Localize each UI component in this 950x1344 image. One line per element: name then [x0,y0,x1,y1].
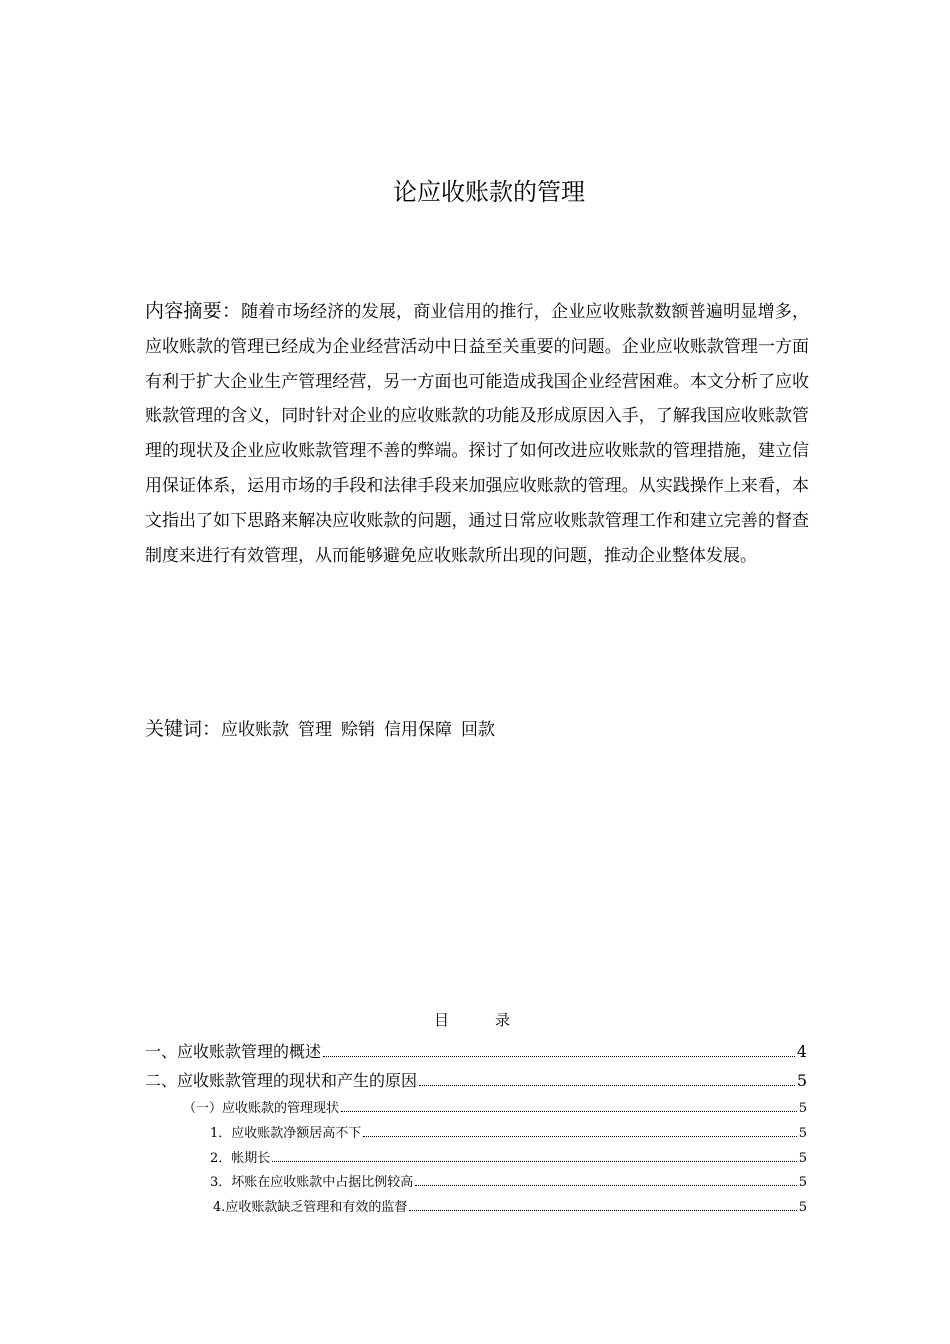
keyword: 回款 [461,720,496,740]
toc-entry[interactable] [213,1197,807,1219]
toc-entry[interactable] [210,1123,807,1145]
toc-heading-left: 目 [434,1011,450,1029]
keywords-line [145,712,809,747]
toc-entry[interactable] [145,1069,807,1093]
abstract-label: 内容摘要： [145,300,242,322]
abstract-line: 理，从而能够避免应收账款所出现的问题，推动企业整体发展。 [281,545,757,566]
abstract-line: 随着市场经济的发展，商业信用的推行，企业应收账款数额普遍明显 [241,302,758,322]
toc-leader [341,1111,797,1112]
keywords-label: 关键词： [145,718,222,740]
toc-entry[interactable] [183,1098,807,1120]
keyword: 信用保障 [384,720,453,740]
toc-heading-right: 录 [495,1011,511,1029]
toc-entry-text: 3．坏账在应收账款中占据比例较高 [210,1175,414,1190]
toc-leader [272,1161,796,1162]
toc-entry-page: 5 [798,1175,807,1190]
toc-entry-text: 一、应收账款管理的概述 [145,1042,322,1061]
toc-entry-text: 二、应收账款管理的现状和产生的原因 [145,1071,418,1090]
toc-entry-page: 5 [798,1126,807,1141]
keyword: 管理 [298,720,333,740]
toc-entry-text: 2．帐期长 [210,1151,271,1166]
keyword: 赊销 [341,720,376,740]
toc-leader [363,1136,796,1137]
abstract-line: 讨了如何改进应收账款的管理措施，建立信用保证体系，运用市场的手段和法律 [145,441,810,496]
toc-entry-page: 5 [798,1151,807,1166]
abstract-paragraph [145,294,809,573]
toc-entry-text: 1．应收账款净额居高不下 [210,1126,362,1141]
toc-entry-page: 5 [796,1071,807,1090]
toc-entry-page: 4 [796,1042,807,1061]
toc-entry[interactable] [210,1172,807,1194]
toc-entry[interactable] [145,1040,807,1064]
toc-leader [415,1185,796,1186]
abstract-line: 成原因入手，了解我国应收账款管理的现状及企业应收账款管理不善的弊端。探 [145,406,810,462]
toc-leader [419,1085,795,1086]
toc-entry-text: 4.应收账款缺乏管理和有效的监督 [213,1200,408,1215]
toc-entry-text: （一）应收账款的管理现状 [183,1101,340,1116]
abstract-line: 增多，应收账款的管理已经成为企业经营活动中日益至关重要的问题。企业应收 [145,302,810,357]
abstract-line: 账款管理一方面有利于扩大企业生产管理经营，另一方面也可能造成我国企业经 [145,336,810,392]
document-title: 论应收账款的管理 [393,178,585,206]
keyword: 应收账款 [221,720,290,740]
toc-leader [323,1056,795,1057]
toc-heading [434,1007,510,1033]
toc-entry-page: 5 [798,1200,807,1215]
abstract-line: 收账款的问题，通过日常应收账款管理工作和建立完善的督查制度来进行有效管 [145,510,810,566]
abstract-line: 手段来加强应收账款的管理。从实践操作上来看，本文指出了如下思路来解决应 [145,475,809,531]
toc-entry-page: 5 [798,1101,807,1116]
toc-entry[interactable] [210,1148,807,1170]
toc-leader [409,1210,796,1211]
abstract-line: 营困难。本文分析了应收账款管理的含义，同时针对企业的应收账款的功能及形 [145,371,810,427]
